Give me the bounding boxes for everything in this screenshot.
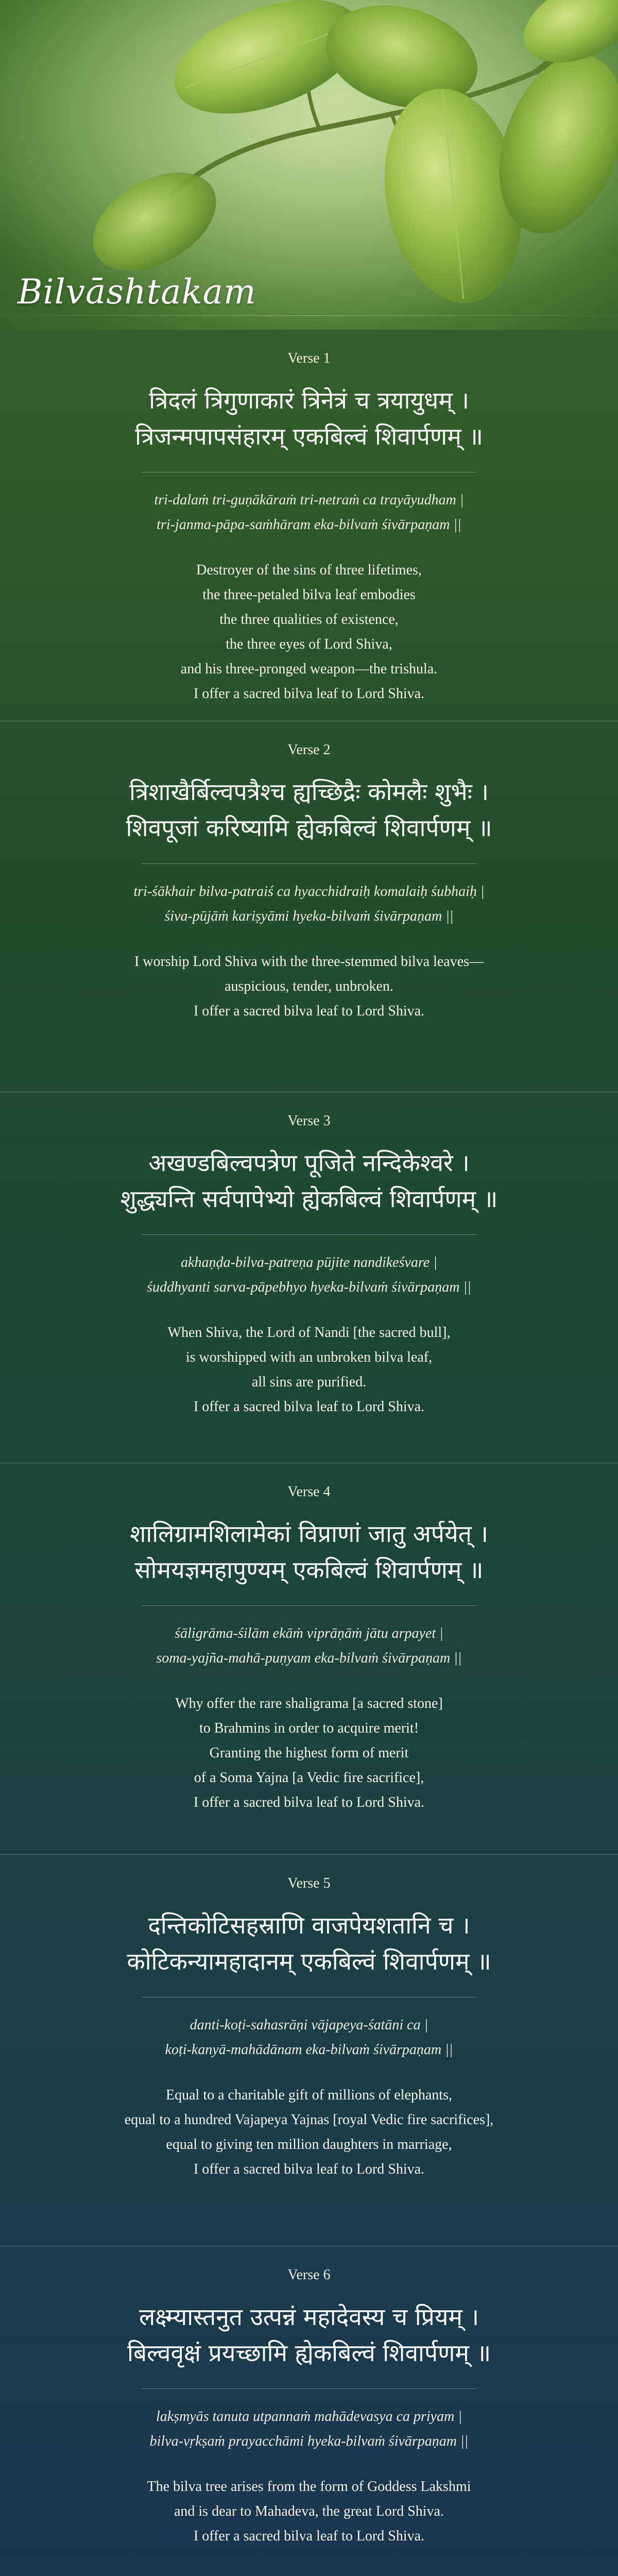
translation-text: [0, 1320, 618, 1419]
translation-line: to Brahmins in order to acquire merit!: [199, 1720, 419, 1736]
devanagari-text: [0, 382, 618, 454]
translation-line: and his three-pronged weapon—the trishula.: [180, 661, 438, 677]
translation-line: Equal to a charitable gift of millions of elephants,: [166, 2087, 452, 2103]
devanagari-line: अखण्डबिल्वपत्रेण पूजिते नन्दिकेश्वरे ।: [148, 1149, 470, 1177]
translation-line: and is dear to Mahadeva, the great Lord Shiva.: [174, 2503, 444, 2519]
transliteration-line: bilva-vṛkṣaṁ prayacchāmi hyeka-bilvaṁ śivārpaṇam ||: [149, 2433, 469, 2449]
transliteration-line: śāligrāma-śilām ekāṁ viprāṇāṁ jātu arpayet |: [175, 1625, 443, 1641]
devanagari-text: [0, 1907, 618, 1979]
translation-line: I worship Lord Shiva with the three-stemmed bilva leaves—: [134, 954, 484, 970]
verse-section: [0, 330, 618, 721]
devanagari-text: [0, 1145, 618, 1217]
verse-label: Verse 5: [287, 1875, 331, 1891]
devanagari-line: त्रिजन्मपापसंहारम् एकबिल्वं शिवार्पणम् ॥: [135, 422, 483, 450]
translation-line: I offer a sacred bilva leaf to Lord Shiva.: [193, 686, 425, 702]
devanagari-line: त्रिदलं त्रिगुणाकारं त्रिनेत्रं च त्रयायुधम् ।: [149, 386, 469, 414]
transliteration-text: [0, 2013, 618, 2062]
translation-line: The bilva tree arises from the form of Goddess Lakshmi: [147, 2479, 471, 2495]
transliteration-line: soma-yajña-mahā-puṇyam eka-bilvaṁ śivārpaṇam ||: [156, 1650, 462, 1666]
verse-section: [0, 1092, 618, 1463]
devanagari-line: दन्तिकोटिसहस्राणि वाजपेयशतानि च ।: [148, 1911, 470, 1939]
divider: [0, 315, 618, 316]
devanagari-line: शालिग्रामशिलामेकां विप्राणां जातु अर्पयेत् ।: [130, 1520, 488, 1548]
devanagari-line: शिवपूजां करिष्यामि ह्येकबिल्वं शिवार्पणम् ॥: [126, 814, 492, 842]
translation-line: Granting the highest form of merit: [209, 1745, 409, 1761]
transliteration-line: śuddhyanti sarva-pāpebhyo hyeka-bilvaṁ śivārpaṇam ||: [147, 1279, 471, 1295]
translation-line: is worshipped with an unbroken bilva leaf,: [185, 1349, 433, 1365]
translation-line: I offer a sacred bilva leaf to Lord Shiva.: [193, 2528, 425, 2544]
translation-line: all sins are purified.: [251, 1374, 367, 1390]
transliteration-line: tri-śākhair bilva-patraiś ca hyacchidraiḥ komalaiḥ śubhaiḥ |: [133, 884, 485, 900]
transliteration-text: [0, 2404, 618, 2454]
devanagari-line: लक्ष्म्यास्तनुत उत्पन्नं महादेवस्य च प्रियम् ।: [139, 2303, 479, 2331]
verse-section: [0, 1855, 618, 2246]
translation-line: I offer a sacred bilva leaf to Lord Shiva.: [193, 1399, 425, 1415]
transliteration-text: [0, 1250, 618, 1300]
page-title: Bilvāshtakam: [18, 272, 256, 312]
transliteration-line: akhaṇḍa-bilva-patreṇa pūjite nandikeśvare |: [181, 1255, 437, 1270]
devanagari-text: [0, 1516, 618, 1588]
translation-line: the three-petaled bilva leaf embodies: [202, 587, 416, 603]
translation-line: I offer a sacred bilva leaf to Lord Shiva.: [193, 1794, 425, 1810]
devanagari-line: त्रिशाखैर्बिल्वपत्रैश्च ह्यच्छिद्रैः कोमलैः शुभैः ।: [129, 778, 489, 806]
verse-section: [0, 1463, 618, 1855]
translation-line: Destroyer of the sins of three lifetimes,: [196, 562, 422, 578]
devanagari-line: कोटिकन्यामहादानम् एकबिल्वं शिवार्पणम् ॥: [127, 1947, 491, 1975]
devanagari-line: शुद्ध्यन्ति सर्वपापेभ्यो ह्येकबिल्वं शिवार्पणम् ॥: [120, 1185, 498, 1213]
transliteration-line: tri-dalaṁ tri-guṇākāraṁ tri-netraṁ ca trayāyudham |: [154, 492, 464, 508]
translation-line: auspicious, tender, unbroken.: [225, 978, 393, 994]
divider: [142, 1605, 476, 1606]
verse-label: Verse 3: [287, 1113, 331, 1129]
header-banner: [0, 0, 618, 330]
verse-label: Verse 1: [287, 350, 331, 366]
translation-line: Why offer the rare shaligrama [a sacred stone]: [175, 1696, 443, 1711]
transliteration-text: [0, 879, 618, 929]
transliteration-text: [0, 1621, 618, 1671]
translation-line: the three eyes of Lord Shiva,: [226, 636, 392, 652]
translation-line: equal to a hundred Vajapeya Yajnas [royal Vedic fire sacrifices],: [124, 2112, 494, 2128]
translation-line: I offer a sacred bilva leaf to Lord Shiva.: [193, 2161, 425, 2177]
verse-section: [0, 721, 618, 1092]
transliteration-line: lakṣmyās tanuta utpannaṁ mahādevasya ca priyam |: [156, 2409, 462, 2425]
divider: [142, 863, 476, 864]
divider: [142, 1234, 476, 1235]
translation-text: [0, 2475, 618, 2549]
transliteration-line: danti-koṭi-sahasrāṇi vājapeya-śatāni ca |: [190, 2017, 428, 2033]
translation-text: [0, 2083, 618, 2182]
translation-line: equal to giving ten million daughters in marriage,: [166, 2137, 452, 2153]
translation-line: I offer a sacred bilva leaf to Lord Shiva.: [193, 1003, 425, 1019]
transliteration-text: [0, 488, 618, 537]
translation-line: of a Soma Yajna [a Vedic fire sacrifice],: [194, 1770, 424, 1786]
verse-section: [0, 2246, 618, 2576]
devanagari-text: [0, 774, 618, 846]
verse-label: Verse 4: [287, 1484, 331, 1500]
translation-text: [0, 558, 618, 706]
devanagari-line: सोमयज्ञमहापुण्यम् एकबिल्वं शिवार्पणम् ॥: [134, 1556, 484, 1584]
translation-line: When Shiva, the Lord of Nandi [the sacred bull],: [167, 1325, 451, 1341]
verse-label: Verse 6: [287, 2267, 331, 2283]
translation-text: [0, 950, 618, 1024]
transliteration-line: śiva-pūjāṁ kariṣyāmi hyeka-bilvaṁ śivārpaṇam ||: [164, 908, 454, 924]
transliteration-line: koṭi-kanyā-mahādānam eka-bilvaṁ śivārpaṇam ||: [165, 2042, 453, 2058]
verse-label: Verse 2: [287, 742, 331, 758]
translation-text: [0, 1691, 618, 1815]
verse-list: [0, 330, 618, 2576]
transliteration-line: tri-janma-pāpa-saṁhāram eka-bilvaṁ śivārpaṇam ||: [157, 517, 461, 533]
divider: [142, 2388, 476, 2389]
devanagari-line: बिल्ववृक्षं प्रयच्छामि ह्येकबिल्वं शिवार्पणम् ॥: [127, 2339, 491, 2367]
translation-line: the three qualities of existence,: [219, 612, 399, 628]
devanagari-text: [0, 2299, 618, 2371]
